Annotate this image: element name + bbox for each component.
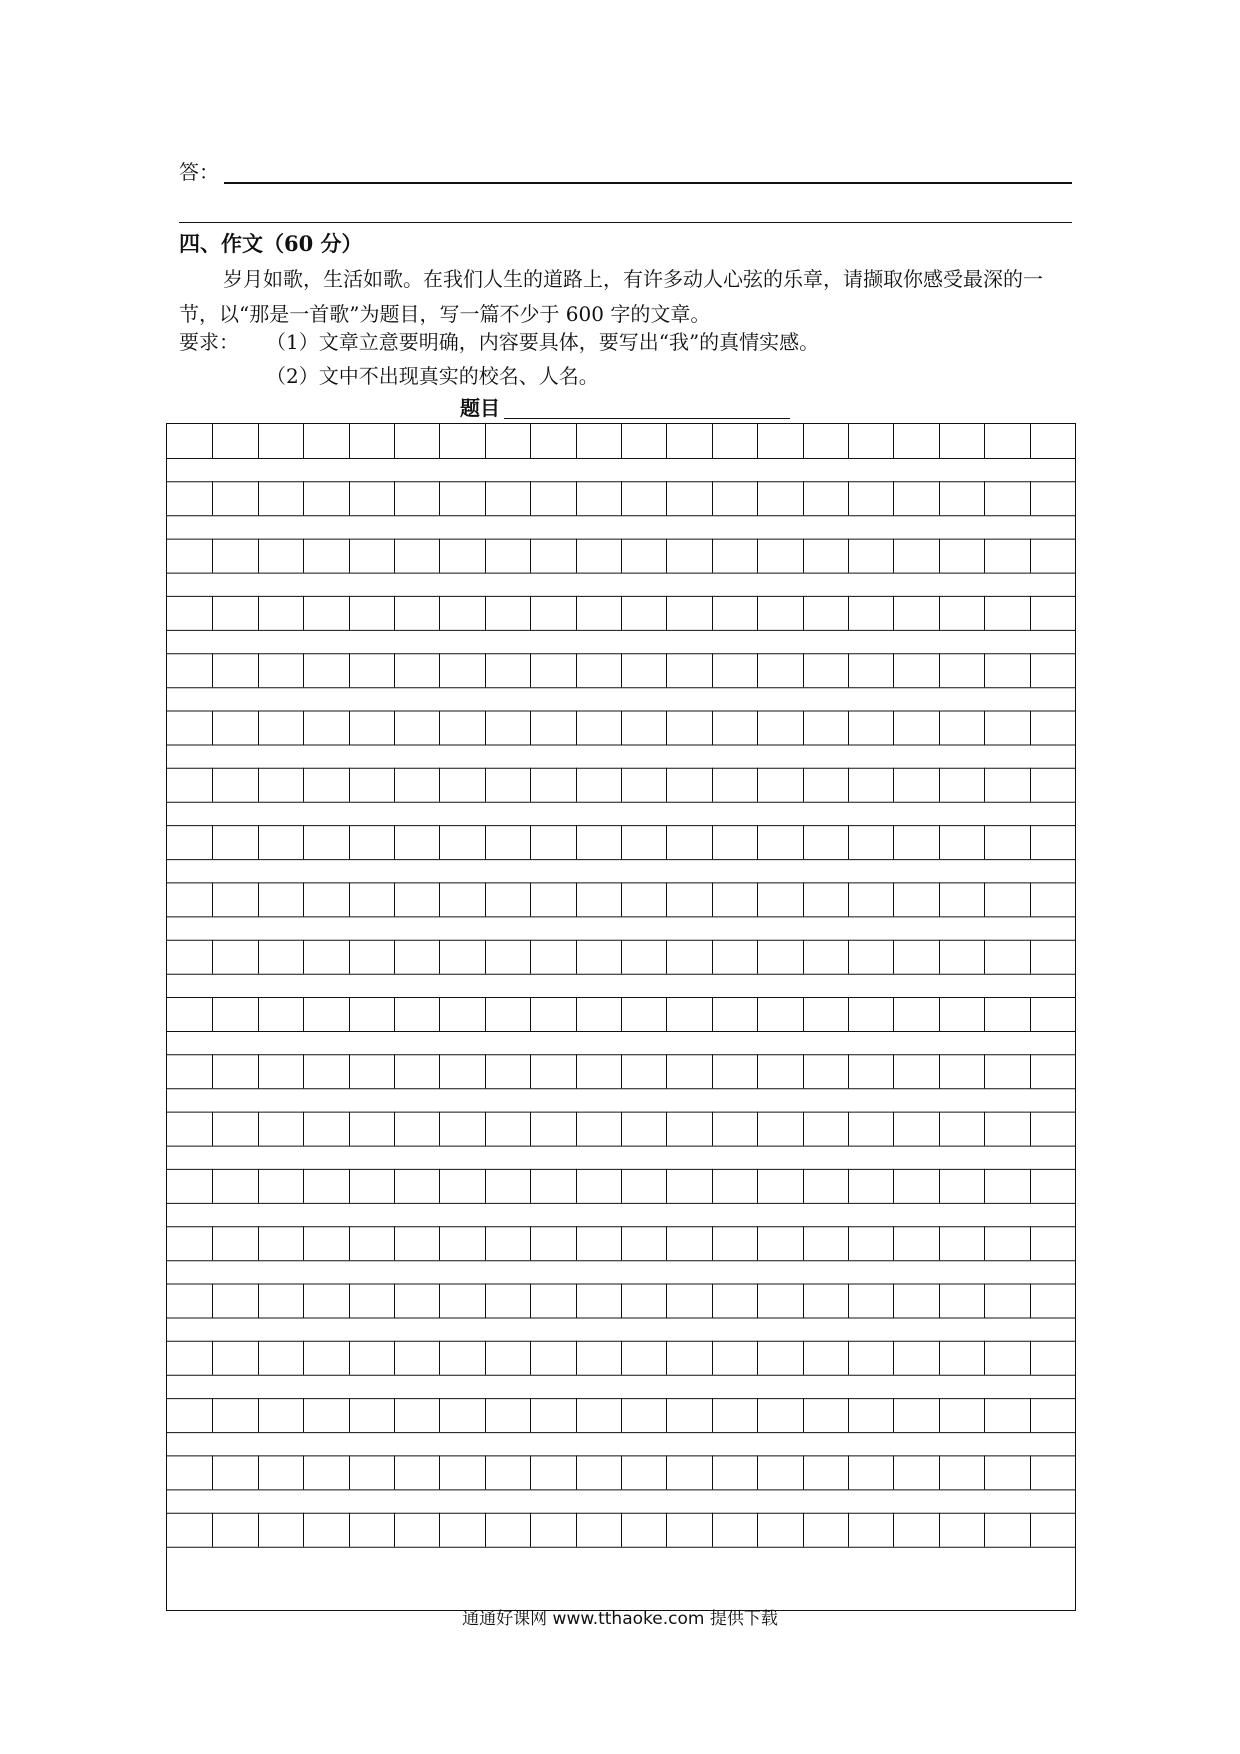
grid-row[interactable] — [167, 539, 1075, 574]
requirements-label: 要求： — [179, 330, 239, 354]
section-heading: 四、作文（60 分） — [179, 231, 363, 256]
grid-row[interactable] — [167, 940, 1075, 975]
answer-line[interactable] — [224, 182, 1072, 184]
footer-text: 通通好课网 www.tthaoke.com 提供下载 — [462, 1609, 778, 1629]
essay-prompt: 岁月如歌，生活如歌。在我们人生的道路上，有许多动人心弦的乐章，请撷取你感受最深的一节，以“那是一首歌”为题目，写一篇不少于 600 字的文章。 — [179, 267, 1043, 326]
grid-row[interactable] — [167, 1513, 1075, 1548]
grid-row[interactable] — [167, 711, 1075, 746]
grid-row[interactable] — [167, 825, 1075, 860]
grid-row[interactable] — [167, 424, 1075, 459]
requirement-2: （2）文中不出现真实的校名、人名。 — [266, 364, 599, 388]
grid-row[interactable] — [167, 1398, 1075, 1433]
grid-row[interactable] — [167, 481, 1075, 516]
grid-row[interactable] — [167, 1226, 1075, 1261]
title-input-line[interactable] — [504, 418, 790, 419]
grid-row[interactable] — [167, 1112, 1075, 1147]
requirement-1: （1）文章立意要明确，内容要具体，要写出“我”的真情实感。 — [266, 330, 820, 354]
grid-row[interactable] — [167, 596, 1075, 631]
grid-row[interactable] — [167, 1284, 1075, 1319]
grid-row[interactable] — [167, 1455, 1075, 1490]
answer-grid[interactable] — [166, 423, 1076, 1611]
title-label: 题目 — [460, 396, 500, 420]
grid-row[interactable] — [167, 1169, 1075, 1204]
grid-row[interactable] — [167, 882, 1075, 917]
grid-row[interactable] — [167, 768, 1075, 803]
answer-line-second[interactable] — [179, 222, 1072, 223]
grid-row[interactable] — [167, 653, 1075, 688]
grid-row[interactable] — [167, 1054, 1075, 1089]
grid-row[interactable] — [167, 1341, 1075, 1376]
grid-row[interactable] — [167, 997, 1075, 1032]
answer-grid-svg — [167, 424, 1075, 1610]
answer-label: 答： — [179, 160, 219, 184]
